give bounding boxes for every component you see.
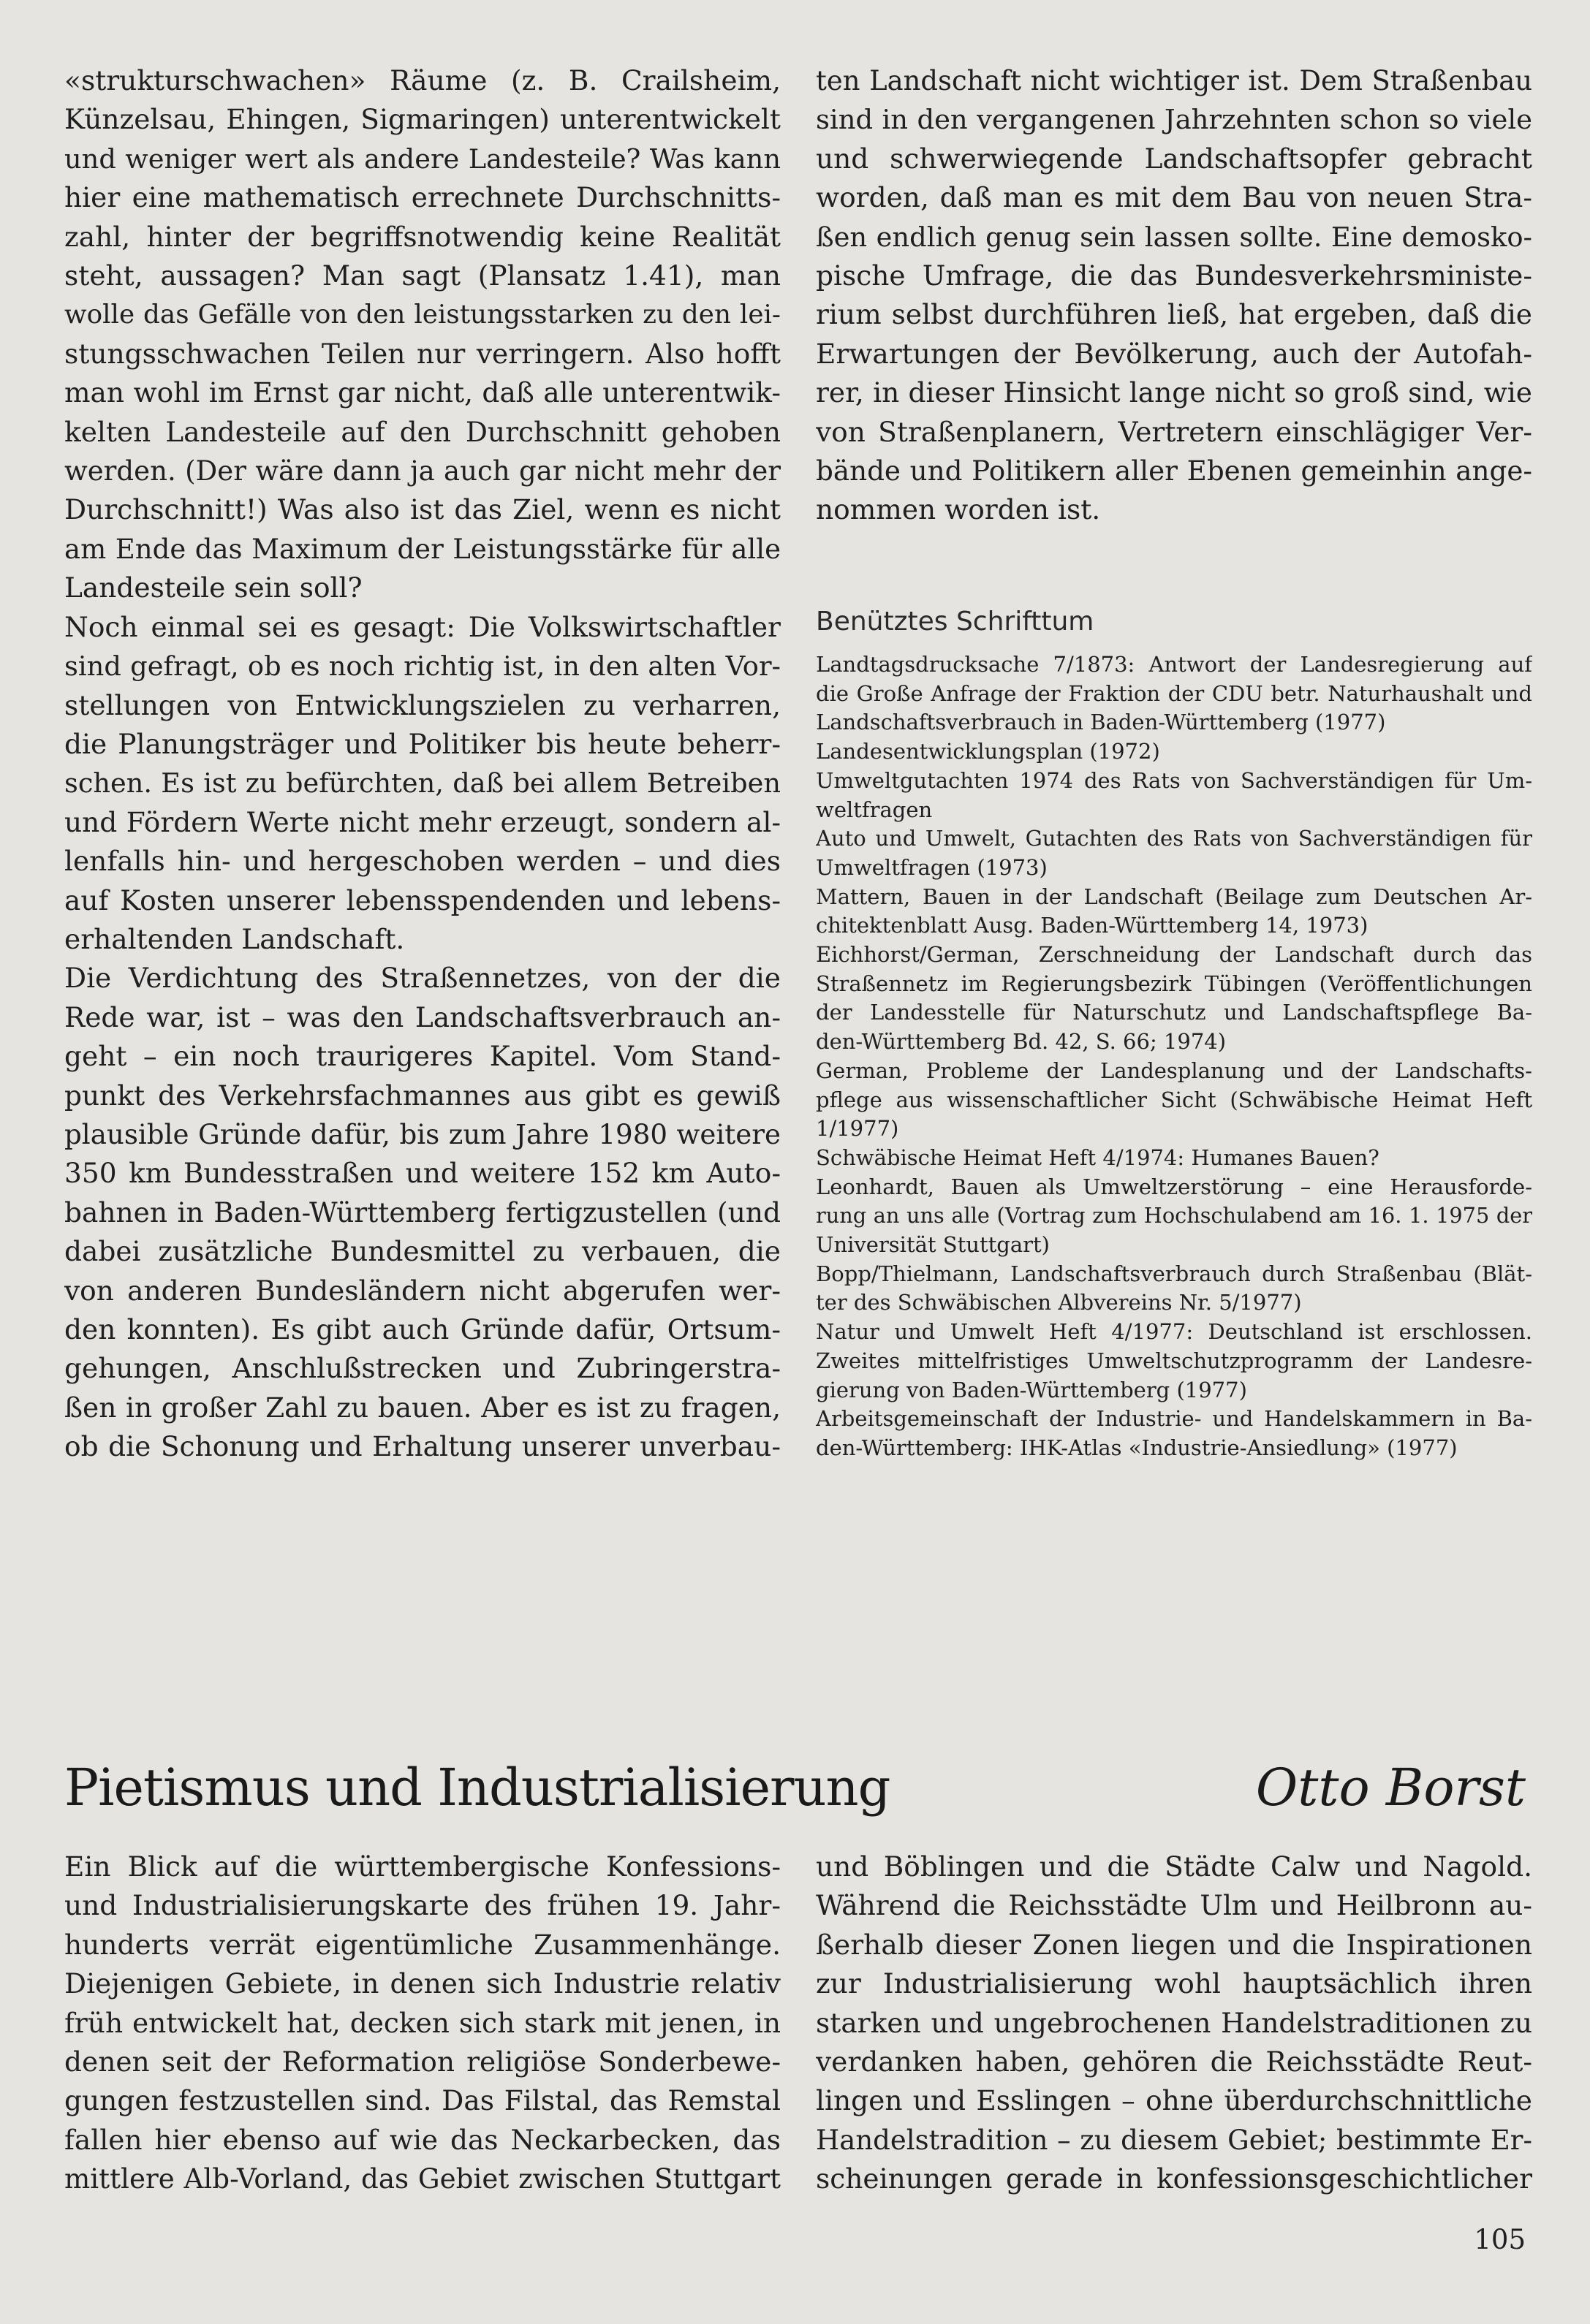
reference-line: Bopp/Thielmann, Landschaftsverbrauch durch Straßenbau (Blät- [816,1261,1532,1286]
text-line: Künzelsau, Ehingen, Sigmaringen) unterentwickelt [64,103,781,136]
column-right-top [816,61,1532,530]
reference-line: Zweites mittelfristiges Umweltschutzprogramm der Landesre- [816,1348,1532,1373]
reference-line: der Landesstelle für Naturschutz und Landschaftspflege Ba- [816,1000,1532,1025]
text-line: schen. Es ist zu befürchten, daß bei allem Betreiben [64,767,781,800]
column-right-bottom [816,1848,1532,2199]
text-line: erhaltenden Landschaft. [64,922,405,955]
reference-line: die Große Anfrage der Fraktion der CDU betr. Naturhaushalt und [816,680,1532,706]
reference-line: den-Württemberg: IHK-Atlas «Industrie-Ansiedlung» (1977) [816,1435,1458,1460]
text-line: hier eine mathematisch errechnete Durchschnitts- [64,181,781,214]
text-line: steht, aussagen? Man sagt (Plansatz 1.41), man [64,259,781,292]
text-line: von Straßenplanern, Vertretern einschlägiger Ver- [816,415,1532,448]
text-line: mittlere Alb-Vorland, das Gebiet zwischen Stuttgart [64,2162,781,2195]
reference-line: Eichhorst/German, Zerschneidung der Landschaft durch das [816,942,1532,968]
text-line: sind gefragt, ob es noch richtig ist, in den alten Vor- [64,650,781,683]
text-line: nommen worden ist. [816,493,1101,526]
text-line: und schwerwiegende Landschaftsopfer gebracht [816,142,1532,175]
text-line: rer, in dieser Hinsicht lange nicht so groß sind, wie [816,376,1532,409]
reference-line: Leonhardt, Bauen als Umweltzerstörung – eine Herausforde- [816,1174,1532,1199]
column-left-top [64,61,781,1467]
text-line: ob die Schonung und Erhaltung unserer unverbau- [64,1430,781,1463]
text-line: rium selbst durchführen ließ, hat ergeben, daß die [816,298,1532,331]
text-line: lingen und Esslingen – ohne überdurchschnittliche [816,2084,1532,2117]
text-line: stellungen von Entwicklungszielen zu verharren, [64,688,781,721]
page-number: 105 [1474,2224,1526,2255]
text-line: ßen endlich genug sein lassen sollte. Eine demosko- [816,221,1532,253]
text-line: verdanken haben, gehören die Reichsstädte Reut- [816,2046,1532,2078]
text-line: Erwartungen der Bevölkerung, auch der Autofah- [816,337,1532,370]
reference-line: Umweltfragen (1973) [816,854,1048,880]
reference-line: ter des Schwäbischen Albvereins Nr. 5/1977) [816,1290,1302,1315]
text-line: worden, daß man es mit dem Bau von neuen Stra- [816,181,1532,214]
text-line: wolle das Gefälle von den leistungsstarken zu den lei- [64,300,781,330]
text-line: «strukturschwachen» Räume (z. B. Crailsheim, [64,64,781,96]
text-line: stungsschwachen Teilen nur verringern. Also hofft [64,337,781,370]
reference-line: pflege aus wissenschaftlicher Sicht (Schwäbische Heimat Heft [816,1087,1532,1112]
text-line: denen seit der Reformation religiöse Sonderbewe- [64,2046,781,2078]
text-line: ten Landschaft nicht wichtiger ist. Dem Straßenbau [816,65,1532,96]
text-line: von anderen Bundesländern nicht abgerufen wer- [64,1274,781,1307]
reference-line: Landschaftsverbrauch in Baden-Württemberg (1977) [816,710,1386,735]
text-line: fallen hier ebenso auf wie das Neckarbecken, das [64,2123,781,2156]
text-line: Landesteile sein soll? [64,571,363,604]
text-line: und Industrialisierungskarte des frühen 19. Jahr- [64,1889,781,1922]
references-heading: Benütztes Schrifttum [816,607,1094,637]
reference-line: 1/1977) [816,1116,899,1142]
text-line: und Böblingen und die Städte Calw und Nagold. [816,1850,1532,1883]
text-line: dabei zusätzliche Bundesmittel zu verbauen, die [64,1235,781,1268]
text-line: pische Umfrage, die das Bundesverkehrsministe- [816,259,1532,292]
column-left-bottom [64,1848,781,2199]
article-author: Otto Borst [1255,1758,1526,1818]
reference-line: gierung von Baden-Württemberg (1977) [816,1377,1247,1402]
text-line: gehungen, Anschlußstrecken und Zubringerstra- [64,1352,781,1385]
text-line: und Fördern Werte nicht mehr erzeugt, sondern al- [64,805,781,838]
text-line: Noch einmal sei es gesagt: Die Volkswirtschaftler [64,610,781,643]
article-title: Pietismus und Industrialisierung [64,1758,890,1818]
text-line: plausible Gründe dafür, bis zum Jahre 1980 weitere [64,1117,781,1150]
text-line: Ein Blick auf die württembergische Konfessions- [64,1850,781,1883]
text-line: früh entwickelt hat, decken sich stark mit jenen, in [64,2006,781,2039]
text-line: punkt des Verkehrsfachmannes aus gibt es gewiß [64,1079,781,1112]
text-line: sind in den vergangenen Jahrzehnten schon so viele [816,104,1532,136]
text-line: zahl, hinter der begriffsnotwendig keine Realität [64,220,781,253]
text-line: am Ende das Maximum der Leistungsstärke für alle [64,533,781,565]
reference-line: Landtagsdrucksache 7/1873: Antwort der Landesregierung auf [816,652,1532,677]
text-line: kelten Landesteile auf den Durchschnitt gehoben [64,415,781,448]
reference-line: Arbeitsgemeinschaft der Industrie- und Handelskammern in Ba- [816,1406,1532,1432]
reference-line: Natur und Umwelt Heft 4/1977: Deutschland ist erschlossen. [816,1319,1532,1345]
text-line: Handelstradition – zu diesem Gebiet; bestimmte Er- [816,2124,1532,2156]
reference-line: chitektenblatt Ausg. Baden-Württemberg 14, 1973) [816,913,1368,938]
text-line: zur Industrialisierung wohl hauptsächlich ihren [816,1967,1532,2000]
text-line: werden. (Der wäre dann ja auch gar nicht mehr der [64,455,781,487]
reference-line: Mattern, Bauen in der Landschaft (Beilage zum Deutschen Ar- [816,884,1532,909]
text-line: scheinungen gerade in konfessionsgeschichtlicher [816,2162,1532,2195]
text-line: Während die Reichsstädte Ulm und Heilbronn au- [816,1889,1532,1922]
text-line: die Planungsträger und Politiker bis heute beherr- [64,727,781,760]
text-line: gungen festzustellen sind. Das Filstal, das Remstal [64,2084,781,2117]
text-line: Diejenigen Gebiete, in denen sich Industrie relativ [64,1967,781,2000]
text-line: ßerhalb dieser Zonen liegen und die Inspirationen [816,1928,1532,1961]
reference-line: Schwäbische Heimat Heft 4/1974: Humanes Bauen? [816,1144,1379,1170]
text-line: den konnten). Es gibt auch Gründe dafür, Ortsum- [64,1313,781,1345]
references-list [816,650,1532,1463]
reference-line: weltfragen [816,797,933,822]
text-line: bände und Politikern aller Ebenen gemeinhin ange- [816,455,1532,487]
text-line: Durchschnitt!) Was also ist das Ziel, wenn es nicht [64,493,781,526]
text-line: ßen in großer Zahl zu bauen. Aber es ist zu fragen, [64,1391,781,1424]
reference-line: Umweltgutachten 1974 des Rats von Sachverständigen für Um- [816,767,1532,793]
reference-line: den-Württemberg Bd. 42, S. 66; 1974) [816,1029,1227,1055]
text-line: auf Kosten unserer lebensspendenden und lebens- [64,884,781,916]
reference-line: Straßennetz im Regierungsbezirk Tübingen (Veröffentlichungen [816,971,1532,996]
text-line: und weniger wert als andere Landesteile? Was kann [64,143,781,175]
reference-line: German, Probleme der Landesplanung und der Landschafts- [816,1057,1532,1083]
reference-line: Landesentwicklungsplan (1972) [816,739,1160,764]
text-line: starken und ungebrochenen Handelstraditionen zu [816,2006,1532,2039]
reference-line: rung an uns alle (Vortrag zum Hochschulabend am 16. 1. 1975 der [816,1203,1532,1229]
text-line: geht – ein noch traurigeres Kapitel. Vom Stand- [64,1040,781,1073]
text-line: Die Verdichtung des Straßennetzes, von der die [64,962,781,995]
text-line: man wohl im Ernst gar nicht, daß alle unterentwik- [64,376,781,409]
text-line: bahnen in Baden-Württemberg fertigzustellen (und [64,1196,781,1229]
text-line: lenfalls hin- und hergeschoben werden – und dies [64,845,781,878]
text-line: 350 km Bundesstraßen und weitere 152 km Auto- [64,1157,781,1190]
reference-line: Auto und Umwelt, Gutachten des Rats von Sachverständigen für [816,826,1532,851]
text-line: Rede war, ist – was den Landschaftsverbrauch an- [64,1000,781,1033]
text-line: hunderts verrät eigentümliche Zusammenhänge. [64,1928,781,1961]
reference-line: Universität Stuttgart) [816,1232,1050,1258]
